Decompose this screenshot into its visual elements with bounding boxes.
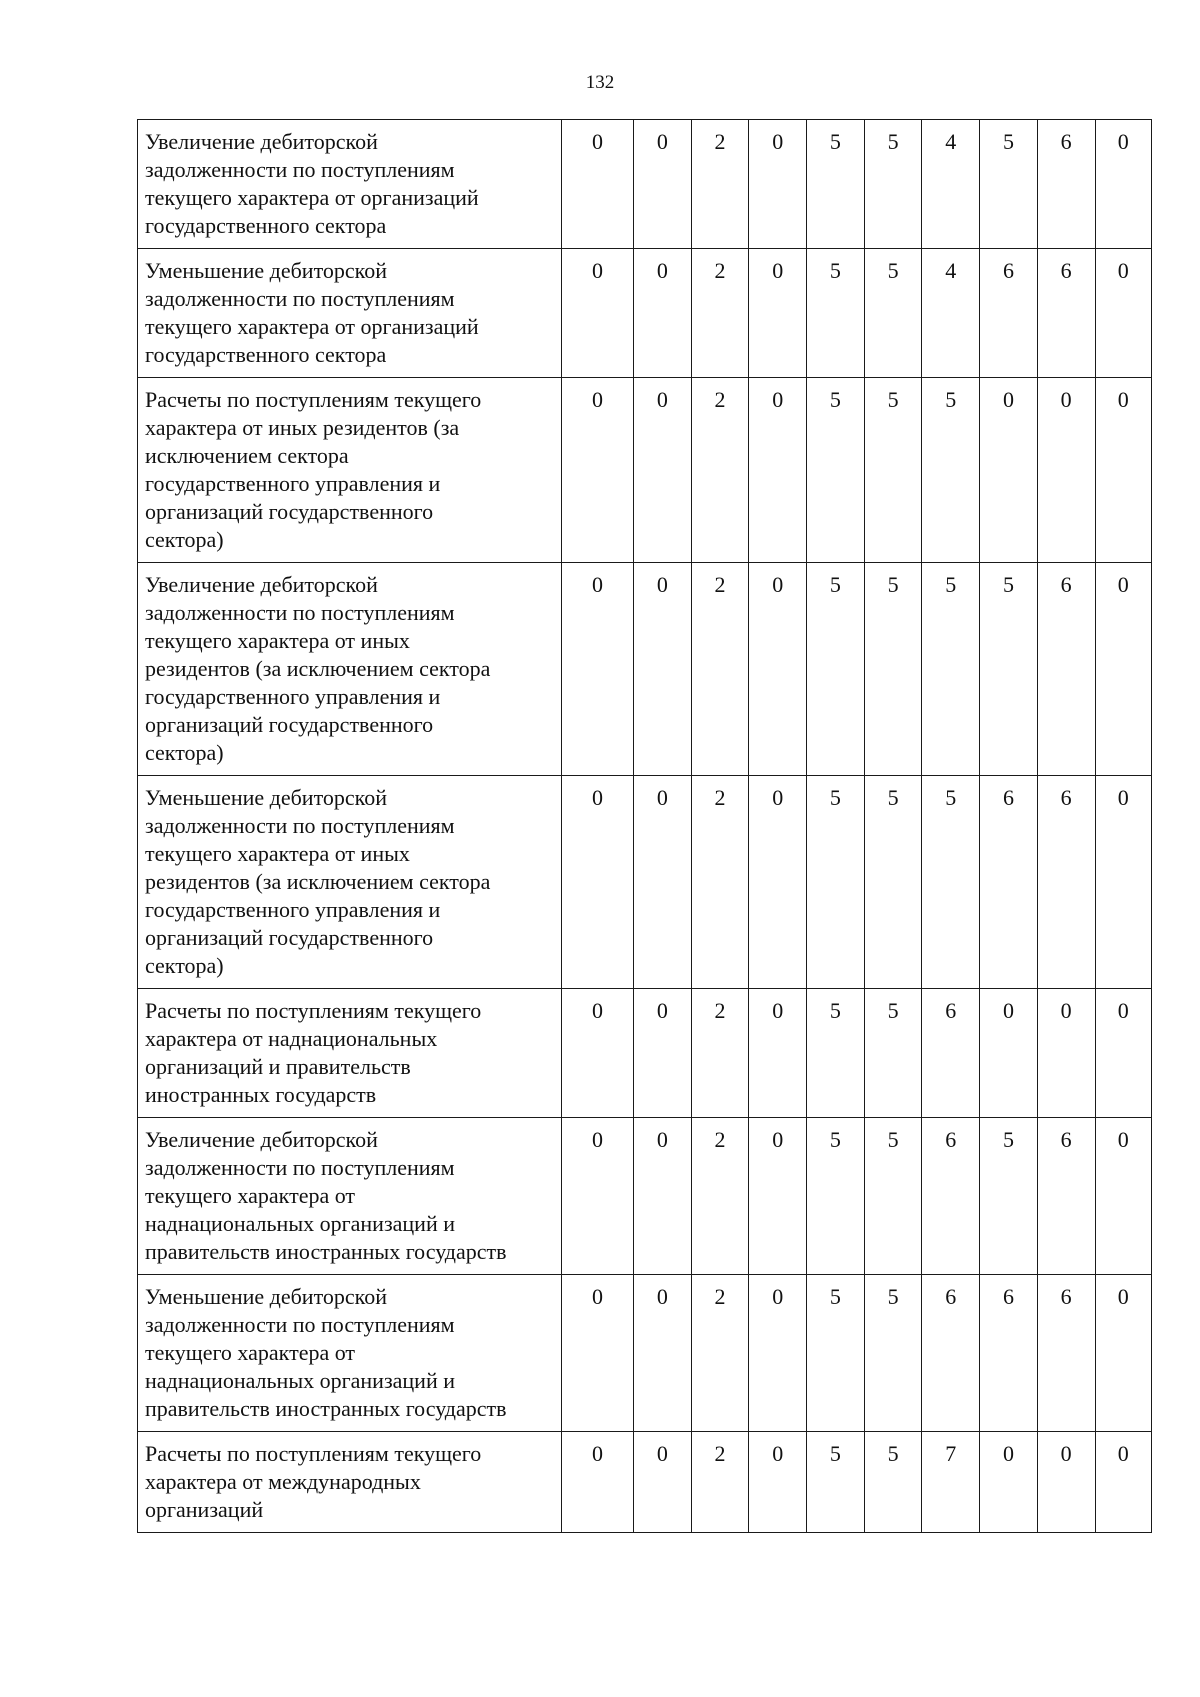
description-line: организаций государственного (145, 499, 434, 524)
description-line: текущего характера от иных (145, 628, 410, 653)
code-digit: 2 (691, 249, 749, 378)
description-line: текущего характера от организаций (145, 185, 479, 210)
code-digit: 0 (1095, 563, 1152, 776)
description-line: иностранных государств (145, 1082, 377, 1107)
code-digit: 0 (980, 1432, 1038, 1533)
description-line: характера от наднациональных (145, 1026, 438, 1051)
code-digit: 0 (634, 120, 692, 249)
description-line: Уменьшение дебиторской (145, 785, 388, 810)
code-digit: 0 (1095, 989, 1152, 1118)
code-digit: 5 (807, 1432, 865, 1533)
description-line: Расчеты по поступлениям текущего (145, 1441, 482, 1466)
description-line: сектора) (145, 953, 224, 978)
code-digit: 5 (980, 120, 1038, 249)
code-digit: 0 (562, 378, 634, 563)
code-digit: 0 (562, 989, 634, 1118)
row-description (138, 1275, 562, 1432)
code-digit: 5 (807, 1118, 865, 1275)
code-digit: 0 (1095, 776, 1152, 989)
code-digit: 5 (807, 1275, 865, 1432)
code-digit: 0 (1095, 120, 1152, 249)
description-line: государственного управления и (145, 897, 441, 922)
code-digit: 2 (691, 989, 749, 1118)
code-digit: 0 (634, 378, 692, 563)
code-digit: 0 (634, 249, 692, 378)
code-digit: 5 (864, 120, 922, 249)
table-body (138, 120, 1152, 1533)
code-digit: 0 (749, 120, 807, 249)
row-description (138, 1118, 562, 1275)
code-digit: 2 (691, 776, 749, 989)
code-digit: 5 (807, 249, 865, 378)
code-digit: 0 (1095, 1432, 1152, 1533)
code-digit: 6 (980, 249, 1038, 378)
description-line: наднациональных организаций и (145, 1368, 455, 1393)
code-digit: 6 (1037, 1118, 1095, 1275)
row-description (138, 989, 562, 1118)
code-digit: 5 (864, 776, 922, 989)
description-line: правительств иностранных государств (145, 1396, 507, 1421)
code-digit: 0 (749, 989, 807, 1118)
code-digit: 5 (922, 563, 980, 776)
table-row (138, 1432, 1152, 1533)
description-line: задолженности по поступлениям (145, 600, 455, 625)
page-number: 132 (585, 72, 615, 93)
code-digit: 0 (749, 1118, 807, 1275)
code-digit: 5 (864, 1432, 922, 1533)
code-digit: 7 (922, 1432, 980, 1533)
code-digit: 0 (562, 776, 634, 989)
code-digit: 0 (562, 563, 634, 776)
code-digit: 6 (1037, 1275, 1095, 1432)
code-digit: 6 (1037, 249, 1095, 378)
description-line: Уменьшение дебиторской (145, 258, 388, 283)
code-digit: 5 (807, 776, 865, 989)
code-digit: 0 (634, 1275, 692, 1432)
description-line: организаций государственного (145, 712, 434, 737)
row-description (138, 249, 562, 378)
code-digit: 0 (1037, 1432, 1095, 1533)
code-digit: 5 (864, 378, 922, 563)
code-digit: 5 (922, 378, 980, 563)
description-line: Увеличение дебиторской (145, 129, 378, 154)
code-digit: 2 (691, 1275, 749, 1432)
code-digit: 5 (807, 563, 865, 776)
table-row (138, 378, 1152, 563)
row-description (138, 1432, 562, 1533)
description-line: организаций и правительств (145, 1054, 411, 1079)
description-line: текущего характера от (145, 1340, 356, 1365)
code-digit: 6 (922, 989, 980, 1118)
code-digit: 5 (922, 776, 980, 989)
code-digit: 0 (562, 1432, 634, 1533)
description-line: резидентов (за исключением сектора (145, 869, 491, 894)
code-digit: 0 (980, 378, 1038, 563)
description-line: Расчеты по поступлениям текущего (145, 998, 482, 1023)
description-line: Увеличение дебиторской (145, 1127, 378, 1152)
row-description (138, 120, 562, 249)
description-line: сектора) (145, 527, 224, 552)
description-line: задолженности по поступлениям (145, 286, 455, 311)
code-digit: 6 (980, 776, 1038, 989)
row-description (138, 378, 562, 563)
code-digit: 0 (980, 989, 1038, 1118)
code-digit: 5 (864, 249, 922, 378)
table-row (138, 776, 1152, 989)
description-line: характера от иных резидентов (за (145, 415, 460, 440)
description-line: задолженности по поступлениям (145, 1155, 455, 1180)
code-digit: 0 (1037, 378, 1095, 563)
code-digit: 5 (980, 1118, 1038, 1275)
code-digit: 5 (864, 1118, 922, 1275)
code-table (137, 119, 1152, 1533)
code-digit: 0 (562, 1118, 634, 1275)
description-line: государственного управления и (145, 684, 441, 709)
description-line: характера от международных (145, 1469, 421, 1494)
code-digit: 0 (1095, 249, 1152, 378)
code-digit: 0 (634, 1432, 692, 1533)
description-line: задолженности по поступлениям (145, 1312, 455, 1337)
description-line: государственного сектора (145, 342, 387, 367)
code-digit: 0 (749, 378, 807, 563)
code-digit: 0 (1037, 989, 1095, 1118)
table-row (138, 1275, 1152, 1432)
code-digit: 0 (634, 563, 692, 776)
code-digit: 0 (749, 563, 807, 776)
code-digit: 5 (864, 989, 922, 1118)
code-digit: 6 (922, 1118, 980, 1275)
code-digit: 6 (980, 1275, 1038, 1432)
code-digit: 6 (1037, 563, 1095, 776)
description-line: Уменьшение дебиторской (145, 1284, 388, 1309)
table-row (138, 1118, 1152, 1275)
code-digit: 0 (1095, 1275, 1152, 1432)
description-line: правительств иностранных государств (145, 1239, 507, 1264)
description-line: государственного сектора (145, 213, 387, 238)
description-line: наднациональных организаций и (145, 1211, 455, 1236)
description-line: задолженности по поступлениям (145, 157, 455, 182)
code-digit: 2 (691, 563, 749, 776)
code-digit: 0 (562, 120, 634, 249)
description-line: Увеличение дебиторской (145, 572, 378, 597)
code-digit: 0 (562, 1275, 634, 1432)
code-digit: 5 (807, 989, 865, 1118)
code-digit: 5 (807, 378, 865, 563)
table-row (138, 563, 1152, 776)
code-digit: 4 (922, 120, 980, 249)
code-digit: 0 (1095, 1118, 1152, 1275)
code-digit: 5 (807, 120, 865, 249)
code-digit: 0 (562, 249, 634, 378)
table-row (138, 249, 1152, 378)
code-digit: 5 (864, 1275, 922, 1432)
code-digit: 2 (691, 378, 749, 563)
code-digit: 6 (1037, 776, 1095, 989)
code-digit: 0 (749, 1432, 807, 1533)
code-digit: 0 (749, 249, 807, 378)
code-digit: 5 (864, 563, 922, 776)
description-line: задолженности по поступлениям (145, 813, 455, 838)
code-digit: 0 (749, 1275, 807, 1432)
code-digit: 4 (922, 249, 980, 378)
table-row (138, 989, 1152, 1118)
code-digit: 2 (691, 120, 749, 249)
row-description (138, 776, 562, 989)
description-line: резидентов (за исключением сектора (145, 656, 491, 681)
code-digit: 6 (922, 1275, 980, 1432)
description-line: организаций государственного (145, 925, 434, 950)
description-line: Расчеты по поступлениям текущего (145, 387, 482, 412)
code-digit: 5 (980, 563, 1038, 776)
description-line: организаций (145, 1497, 264, 1522)
code-digit: 2 (691, 1432, 749, 1533)
code-digit: 0 (634, 989, 692, 1118)
description-line: исключением сектора (145, 443, 349, 468)
row-description (138, 563, 562, 776)
description-line: текущего характера от (145, 1183, 356, 1208)
code-digit: 0 (749, 776, 807, 989)
code-digit: 0 (634, 1118, 692, 1275)
description-line: текущего характера от организаций (145, 314, 479, 339)
code-digit: 2 (691, 1118, 749, 1275)
code-digit: 6 (1037, 120, 1095, 249)
description-line: текущего характера от иных (145, 841, 410, 866)
table-row (138, 120, 1152, 249)
code-digit: 0 (1095, 378, 1152, 563)
description-line: сектора) (145, 740, 224, 765)
code-digit: 0 (634, 776, 692, 989)
description-line: государственного управления и (145, 471, 441, 496)
